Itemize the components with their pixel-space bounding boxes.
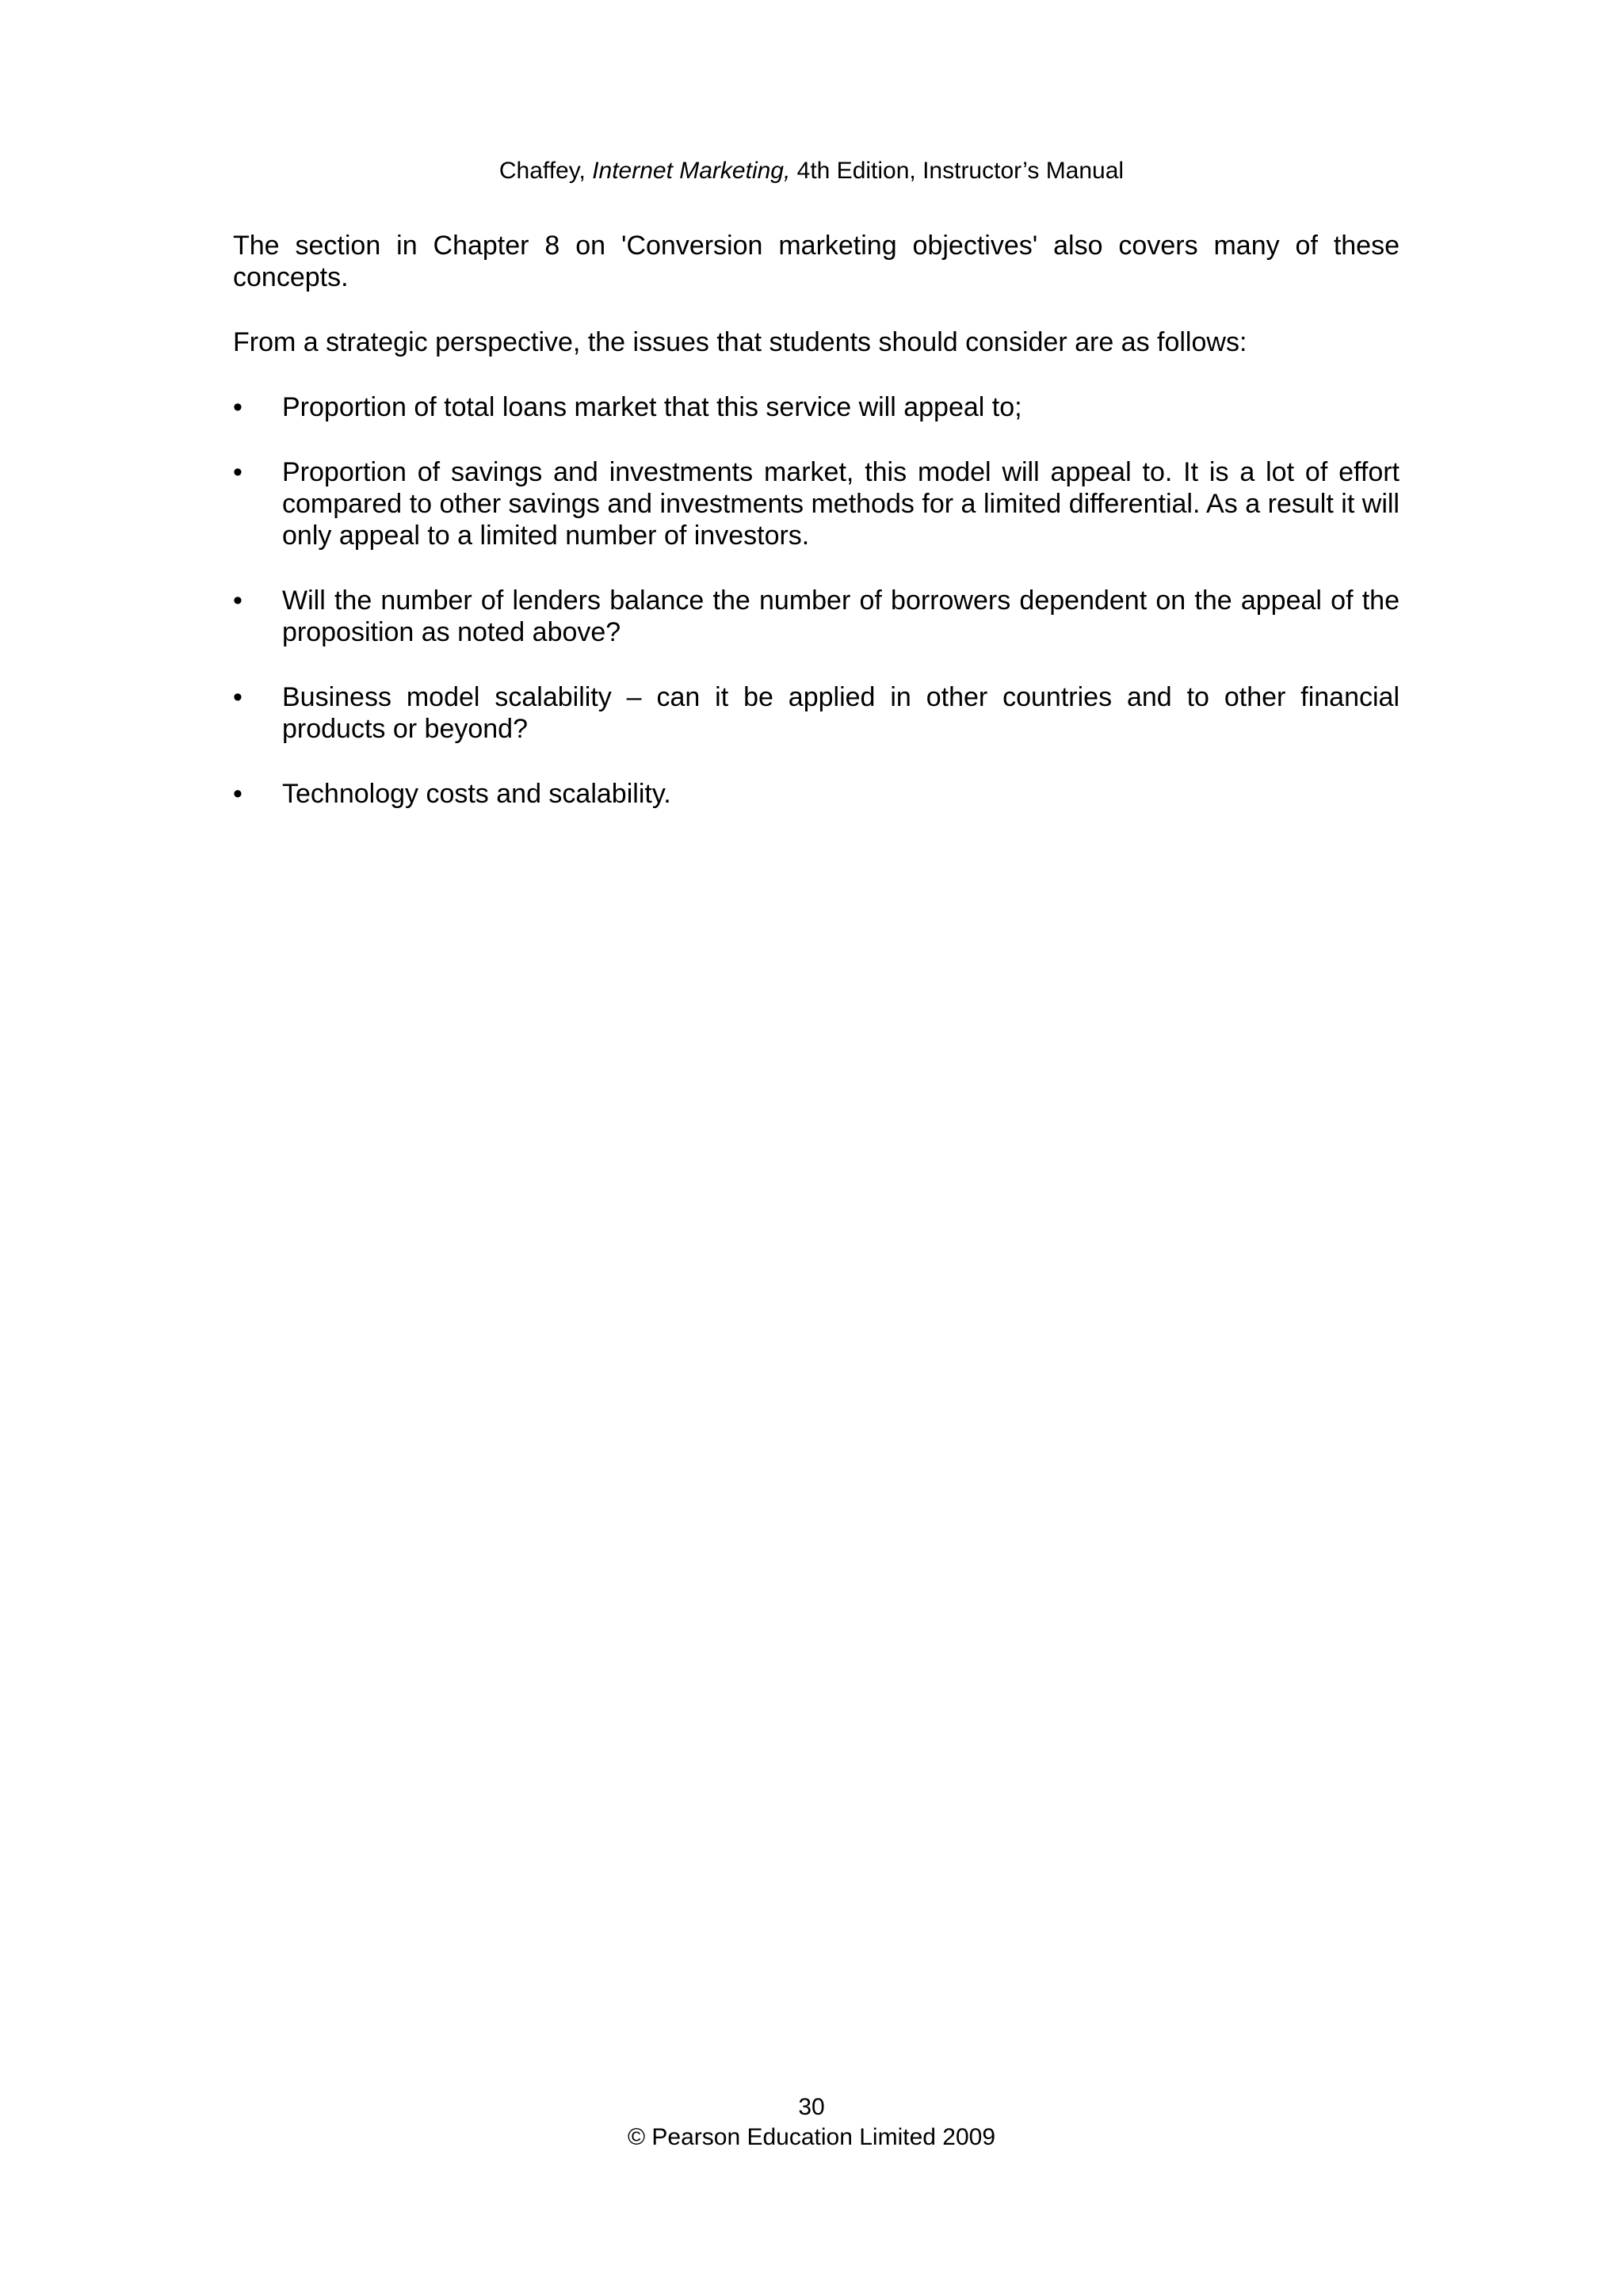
bullet-item-technology-costs [233,778,1400,810]
bullet-item-loans-market [233,391,1400,423]
copyright-notice: © Pearson Education Limited 2009 [627,2124,996,2150]
header-book-title: Internet Marketing, [592,158,791,184]
bullet-text: Technology costs and scalability. [282,779,671,809]
bullet-icon: • [233,585,242,616]
page-footer [0,2092,1623,2153]
bullet-text: Business model scalability – can it be applied in other countries and to other financial products or beyond? [282,682,1400,744]
bullet-text: Proportion of total loans market that this service will appeal to; [282,392,1022,422]
bullet-item-savings-market [233,456,1400,551]
intro-paragraph: The section in Chapter 8 on 'Conversion marketing objectives' also covers many of these concepts. [233,231,1400,292]
header-author: Chaffey, [498,158,593,184]
issues-bullet-list [233,391,1400,810]
bullet-icon: • [233,392,242,422]
page-number: 30 [798,2094,825,2120]
running-header [0,155,1623,187]
bullet-item-model-scalability [233,681,1400,745]
bullet-icon: • [233,682,242,712]
bullet-text: Proportion of savings and investments market, this model will appeal to. It is a lot of effort compared to other savings and investments methods for a limited differential. As a result it will only appeal to a limited number of investors. [282,457,1400,551]
bullet-icon: • [233,457,242,487]
main-content [233,230,1400,843]
lead-in-paragraph: From a strategic perspective, the issues that students should consider are as follows: [233,327,1247,357]
bullet-text: Will the number of lenders balance the number of borrowers dependent on the appeal of the proposition as noted above? [282,585,1400,647]
header-edition: 4th Edition, Instructor’s Manual [790,158,1125,184]
bullet-item-lenders-borrowers [233,585,1400,648]
bullet-icon: • [233,779,242,809]
